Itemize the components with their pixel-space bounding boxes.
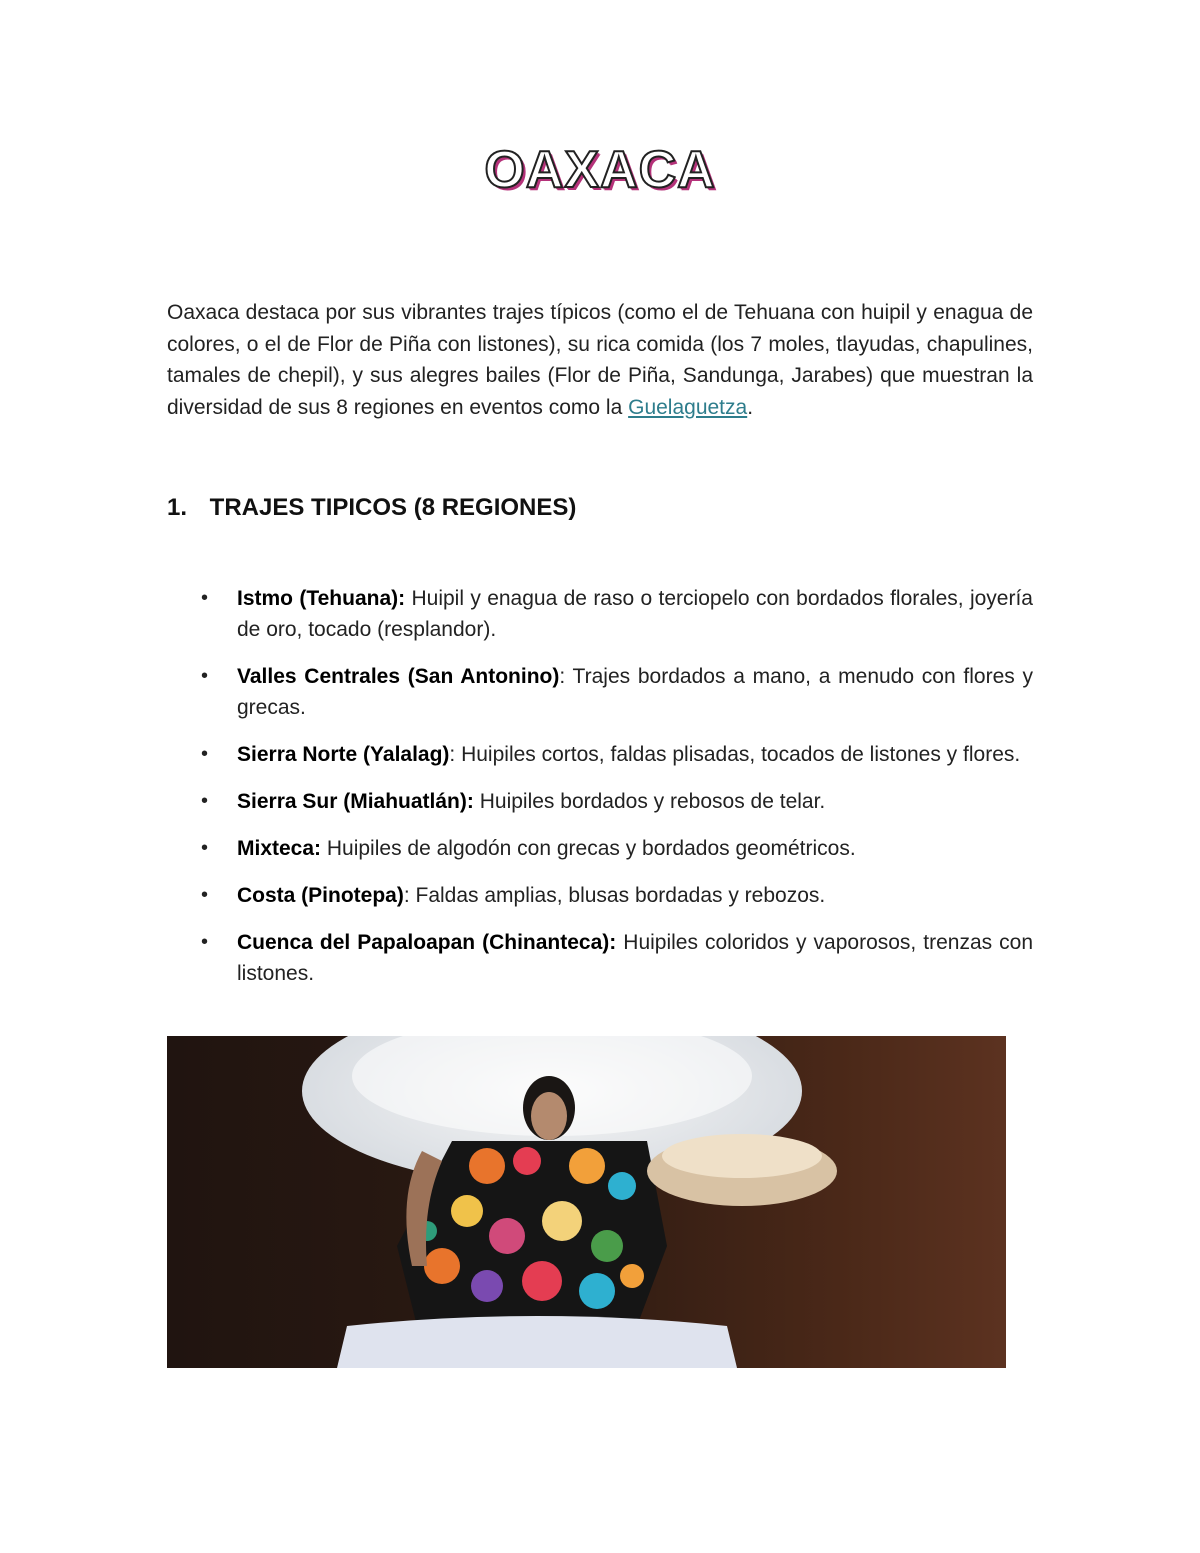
flower-shape xyxy=(469,1148,505,1184)
section-number: 1. xyxy=(167,494,188,521)
item-text: : Faldas amplias, blusas bordadas y rebozos. xyxy=(403,884,826,907)
guelaguetza-link[interactable]: Guelaguetza xyxy=(628,395,748,419)
bullet-icon: • xyxy=(201,790,209,812)
intro-paragraph xyxy=(167,297,1033,423)
list-item xyxy=(167,583,1033,645)
item-label: Mixteca: xyxy=(237,837,322,860)
flower-shape xyxy=(591,1230,623,1262)
item-label: Costa (Pinotepa) xyxy=(237,884,404,907)
flower-shape xyxy=(569,1148,605,1184)
flower-shape xyxy=(579,1273,615,1309)
list-item xyxy=(167,880,1033,911)
flower-shape xyxy=(513,1147,541,1175)
tehuana-dress-photo xyxy=(167,1036,1006,1368)
bullet-icon: • xyxy=(201,665,209,687)
flower-shape xyxy=(424,1248,460,1284)
item-label: Istmo (Tehuana): xyxy=(237,587,406,610)
list-item xyxy=(167,661,1033,723)
flower-shape xyxy=(522,1261,562,1301)
item-label: Sierra Sur (Miahuatlán): xyxy=(237,790,474,813)
list-item xyxy=(167,739,1033,770)
list-item xyxy=(167,786,1033,817)
bullet-icon: • xyxy=(201,884,209,906)
flower-shape xyxy=(489,1218,525,1254)
item-label: Sierra Norte (Yalalag) xyxy=(237,743,450,766)
section-heading xyxy=(167,494,1033,522)
item-label: Cuenca del Papaloapan (Chinanteca): xyxy=(237,931,617,954)
flower-shape xyxy=(542,1201,582,1241)
bullet-icon: • xyxy=(201,587,209,609)
item-text: Huipiles de algodón con grecas y bordados geométricos. xyxy=(321,837,856,860)
document-title: OAXACA xyxy=(484,141,716,199)
intro-text-end: . xyxy=(747,395,754,419)
bullet-icon: • xyxy=(201,931,209,953)
item-label: Valles Centrales (San Antonino) xyxy=(237,665,560,688)
item-text: : Huipiles cortos, faldas plisadas, tocados de listones y flores. xyxy=(449,743,1021,766)
flower-basket-top xyxy=(662,1134,822,1178)
section-heading-text: TRAJES TIPICOS (8 REGIONES) xyxy=(209,494,577,521)
flower-shape xyxy=(451,1195,483,1227)
photo-illustration xyxy=(167,1036,1006,1368)
bullet-icon: • xyxy=(201,837,209,859)
item-text: Huipil y enagua de raso o terciopelo con bordados florales, joyería de oro, tocado (resplandor). xyxy=(237,587,1033,641)
flower-shape xyxy=(608,1172,636,1200)
list-item xyxy=(167,927,1033,989)
list-item xyxy=(167,833,1033,864)
flower-shape xyxy=(620,1264,644,1288)
regions-list xyxy=(167,583,1033,1005)
intro-text: Oaxaca destaca por sus vibrantes trajes típicos (como el de Tehuana con huipil y enagua de colores, o el de Flor de Piña con listones), su rica comida (los 7 moles, tlayudas, chapulines, tamales de chepil), y sus alegres bailes (Flor de Piña, Sandunga, Jarabes) que muestran la diversidad de sus 8 regiones en eventos como la xyxy=(167,301,1033,419)
flower-shape xyxy=(471,1270,503,1302)
item-text: Huipiles bordados y rebosos de telar. xyxy=(473,790,826,813)
skirt-ruffle xyxy=(337,1316,737,1368)
bullet-icon: • xyxy=(201,743,209,765)
item-text: Huipiles coloridos y vaporosos, trenzas con listones. xyxy=(237,931,1033,985)
face-shape xyxy=(531,1092,567,1140)
item-text: : Trajes bordados a mano, a menudo con flores y grecas. xyxy=(237,665,1033,719)
